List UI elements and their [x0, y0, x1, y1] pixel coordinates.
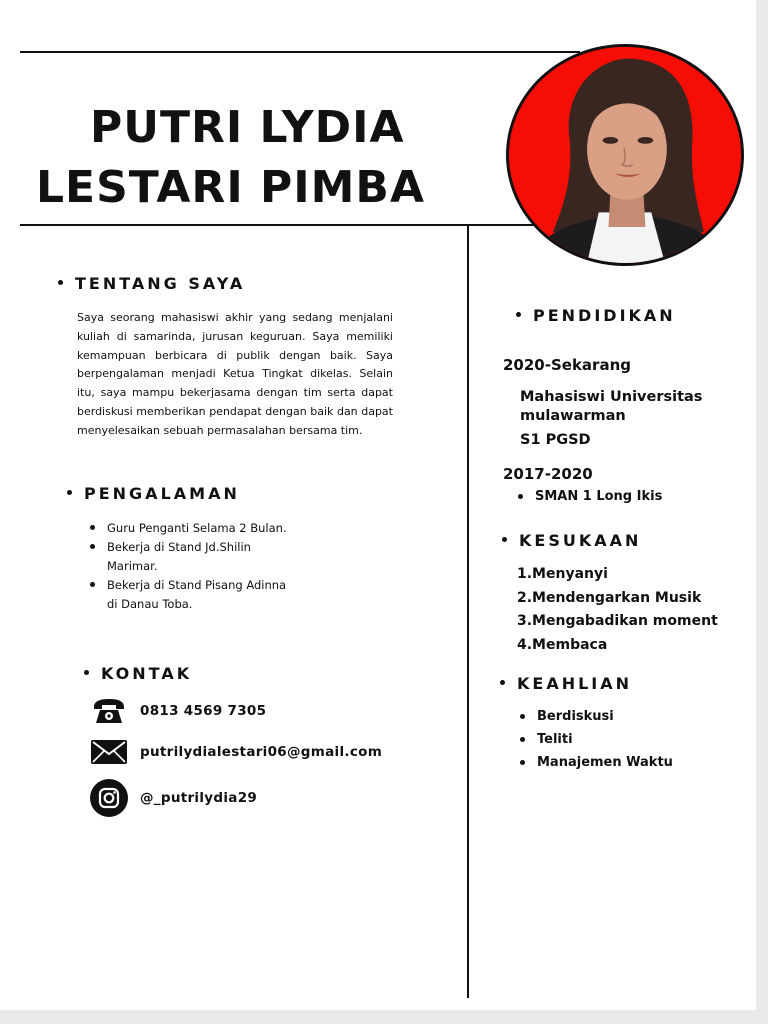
telephone-icon: [90, 692, 128, 730]
list-item: Manajemen Waktu: [520, 751, 673, 774]
list-item: 4.Membaca: [517, 636, 608, 653]
list-item: Bekerja di Stand Jd.Shilin Marimar.: [90, 538, 287, 576]
education-institution-line-2: mulawarman: [520, 408, 626, 424]
list-item: 3.Mengabadikan moment: [517, 613, 718, 629]
bullet-dot: [67, 490, 72, 495]
list-item: 2.Mendengarkan Musik: [517, 589, 702, 606]
contact-instagram-row: [90, 779, 257, 817]
phone-number: 0813 4569 7305: [140, 703, 267, 719]
bullet-dot: [84, 670, 89, 675]
bullet-dot: [516, 312, 521, 317]
experience-title-text: PENGALAMAN: [84, 484, 240, 503]
experience-list: [90, 519, 287, 614]
column-divider: [467, 226, 469, 998]
about-title: [58, 274, 245, 293]
envelope-icon: [90, 733, 128, 771]
instagram-handle: @_putrilydia29: [140, 790, 258, 806]
header-rule: [20, 224, 550, 226]
education-period-2: 2017-2020: [503, 465, 593, 483]
education-degree: S1 PGSD: [520, 432, 591, 448]
education-period-1: 2020-Sekarang: [503, 356, 631, 374]
about-text: Saya seorang mahasiswi akhir yang sedang menjalani kuliah di samarinda, jurusan keguruan. Saya memiliki kemampuan berbicara di publik dengan baik. Saya berpengalaman menjadi Ketua Tingkat dikelas. Selain itu, saya mampu bekerjasama dengan tim serta dapat berdiskusi memberikan pendapat dengan baik dan dapat menyelesaikan sebuah permasalahan bersama tim.: [77, 311, 393, 437]
skills-title: [500, 674, 632, 693]
experience-title: [67, 484, 240, 503]
list-item: Bekerja di Stand Pisang Adinna di Danau Toba.: [90, 576, 287, 614]
contact-email-row: [90, 733, 382, 771]
bullet-dot: [502, 537, 507, 542]
instagram-icon: [90, 779, 128, 817]
contact-phone-row: [90, 692, 266, 730]
list-item: Guru Penganti Selama 2 Bulan.: [90, 519, 287, 538]
bullet-dot: [500, 680, 505, 685]
profile-photo: [506, 44, 744, 266]
education-title: [516, 306, 676, 325]
bullet-dot: [58, 280, 63, 285]
name-line-1: PUTRI LYDIA: [90, 102, 405, 153]
hobbies-title-text: KESUKAAN: [519, 531, 642, 550]
portrait-illustration: [509, 47, 741, 263]
contact-title: [84, 664, 192, 683]
hobbies-title: [502, 531, 641, 550]
about-title-text: TENTANG SAYA: [75, 274, 246, 293]
skills-list: [520, 705, 673, 774]
education-institution-line-1: Mahasiswi Universitas: [520, 389, 703, 405]
email-address: putrilydialestari06@gmail.com: [140, 744, 383, 760]
list-item: Berdiskusi: [520, 705, 673, 728]
list-item: SMAN 1 Long Ikis: [518, 485, 662, 508]
skills-title-text: KEAHLIAN: [517, 674, 633, 693]
education-school-list: [518, 485, 662, 508]
hobbies-list: [517, 563, 718, 657]
list-item: 1.Menyanyi: [517, 566, 608, 582]
list-item: Teliti: [520, 728, 673, 751]
contact-title-text: KONTAK: [101, 664, 193, 683]
name-line-2: LESTARI PIMBA: [36, 162, 425, 213]
top-rule: [20, 51, 580, 53]
education-title-text: PENDIDIKAN: [533, 306, 676, 325]
